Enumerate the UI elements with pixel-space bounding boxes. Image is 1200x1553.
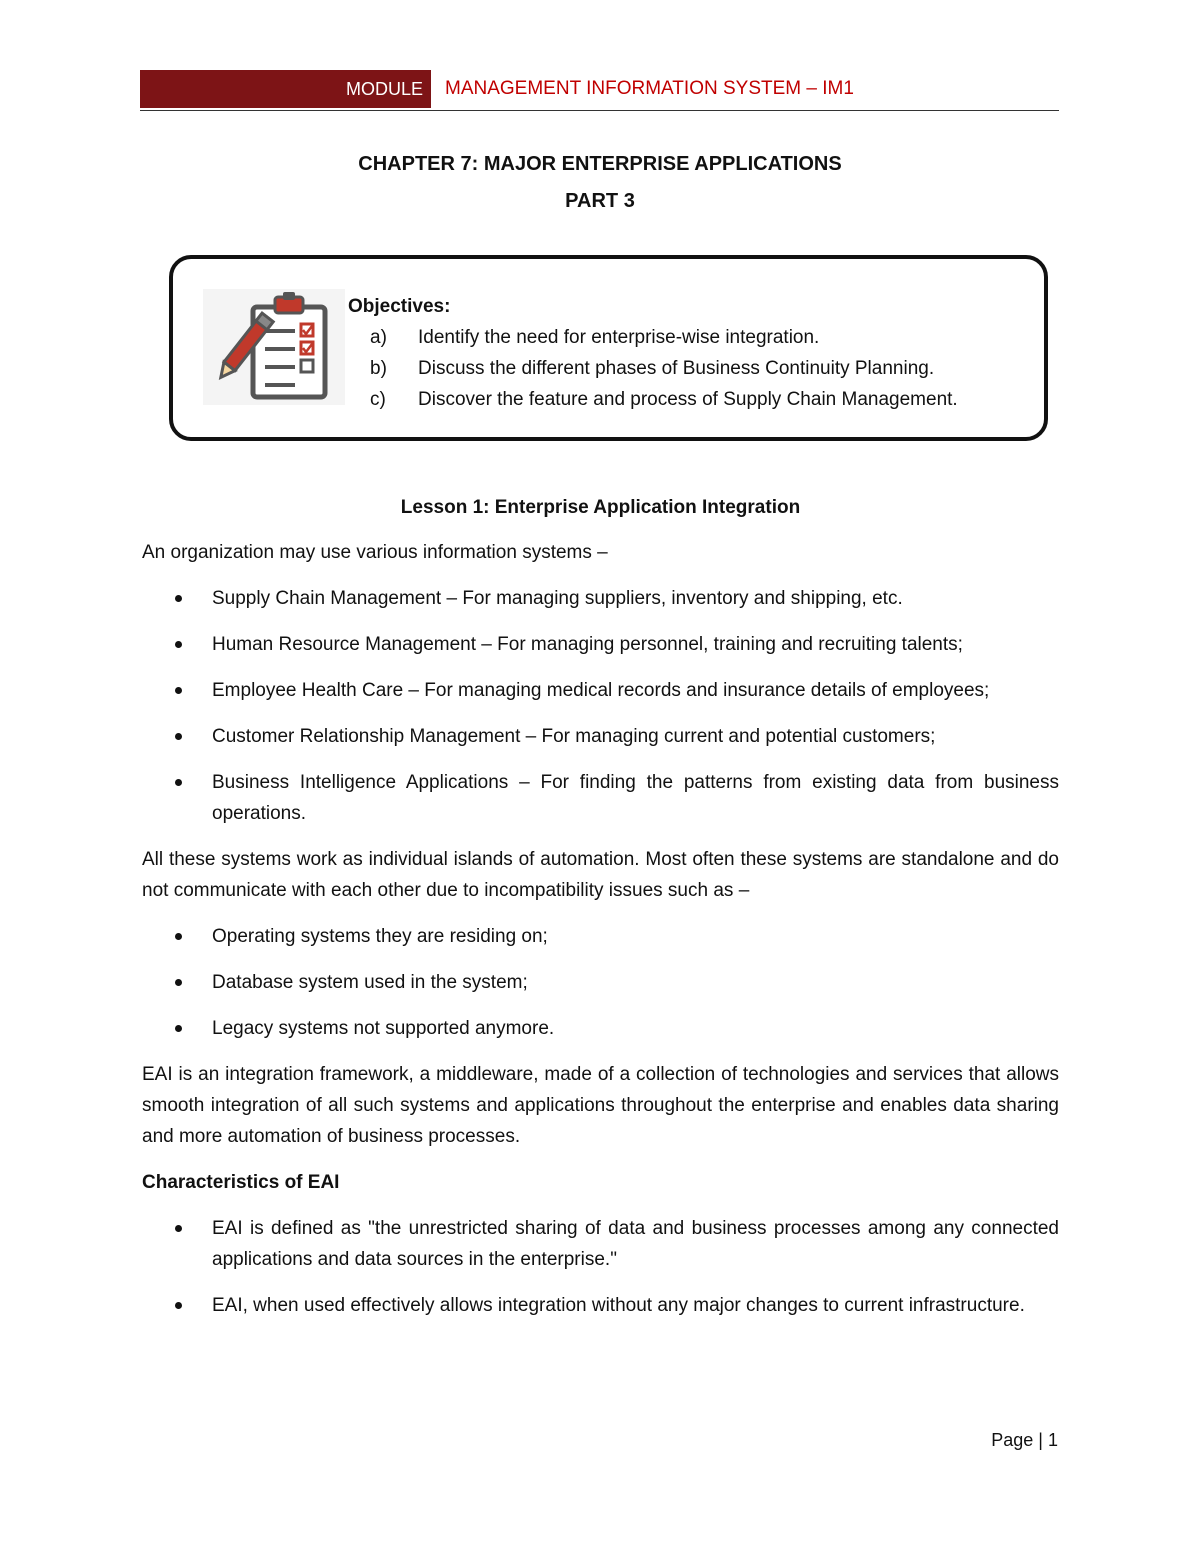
list-item-text: Database system used in the system; xyxy=(212,972,528,993)
objective-item xyxy=(348,353,958,384)
objective-item xyxy=(348,384,958,415)
module-header xyxy=(140,70,1059,111)
objectives-list xyxy=(348,291,958,415)
bullet-icon xyxy=(175,1302,182,1309)
list-item xyxy=(142,921,1059,952)
bullet-icon xyxy=(175,595,182,602)
list-item xyxy=(142,1013,1059,1044)
list-item xyxy=(142,967,1059,998)
objective-text: Discover the feature and process of Supply Chain Management. xyxy=(418,389,958,410)
objective-label: a) xyxy=(370,327,387,348)
issues-list xyxy=(142,921,1059,1044)
chapter-title: CHAPTER 7: MAJOR ENTERPRISE APPLICATIONS xyxy=(358,153,842,175)
list-item xyxy=(142,675,1059,706)
bullet-icon xyxy=(175,641,182,648)
bullet-icon xyxy=(175,933,182,940)
objective-label: c) xyxy=(370,389,386,410)
intro-paragraph: An organization may use various information systems – xyxy=(142,542,608,563)
checklist-icon xyxy=(203,289,345,405)
module-label: MODULE xyxy=(140,70,434,108)
list-item-text: Supply Chain Management – For managing suppliers, inventory and shipping, etc. xyxy=(212,588,903,609)
list-item-text: Human Resource Management – For managing personnel, training and recruiting talents; xyxy=(212,634,963,655)
objectives-box xyxy=(169,255,1048,441)
systems-list xyxy=(142,583,1059,829)
bullet-icon xyxy=(175,1225,182,1232)
eai-paragraph: EAI is an integration framework, a middleware, made of a collection of technologies and services that allows smooth integration of all such systems and applications throughout the enterprise and enables data sharing and more automation of business processes. xyxy=(142,1064,1059,1147)
list-item-text: EAI, when used effectively allows integration without any major changes to current infrastructure. xyxy=(212,1295,1025,1316)
lesson-content xyxy=(142,492,1059,1336)
bullet-icon xyxy=(175,779,182,786)
objectives-heading: Objectives: xyxy=(348,296,451,317)
objective-text: Identify the need for enterprise-wise integration. xyxy=(418,327,820,348)
list-item-text: Business Intelligence Applications – For finding the patterns from existing data from business operations. xyxy=(212,772,1059,824)
list-item-text: Employee Health Care – For managing medical records and insurance details of employees; xyxy=(212,680,990,701)
bullet-icon xyxy=(175,979,182,986)
list-item-text: Customer Relationship Management – For managing current and potential customers; xyxy=(212,726,936,747)
list-item-text: Legacy systems not supported anymore. xyxy=(212,1018,555,1039)
chapter-part: PART 3 xyxy=(565,190,635,212)
list-item xyxy=(142,1290,1059,1321)
objective-item xyxy=(348,322,958,353)
list-item xyxy=(142,721,1059,752)
module-title: MANAGEMENT INFORMATION SYSTEM – IM1 xyxy=(445,78,854,99)
objective-label: b) xyxy=(370,358,387,379)
bullet-icon xyxy=(175,687,182,694)
list-item xyxy=(142,629,1059,660)
characteristics-list xyxy=(142,1213,1059,1321)
list-item-text: EAI is defined as "the unrestricted sharing of data and business processes among any connected applications and data sources in the enterprise." xyxy=(212,1218,1059,1270)
list-item xyxy=(142,1213,1059,1275)
islands-paragraph: All these systems work as individual islands of automation. Most often these systems are standalone and do not communicate with each other due to incompatibility issues such as – xyxy=(142,849,1059,901)
bullet-icon xyxy=(175,733,182,740)
list-item xyxy=(142,767,1059,829)
list-item-text: Operating systems they are residing on; xyxy=(212,926,548,947)
lesson-title: Lesson 1: Enterprise Application Integration xyxy=(400,497,801,518)
bullet-icon xyxy=(175,1025,182,1032)
characteristics-heading: Characteristics of EAI xyxy=(142,1172,340,1193)
list-item xyxy=(142,583,1059,614)
objective-text: Discuss the different phases of Business Continuity Planning. xyxy=(418,358,935,379)
page-number: Page | 1 xyxy=(991,1430,1058,1450)
